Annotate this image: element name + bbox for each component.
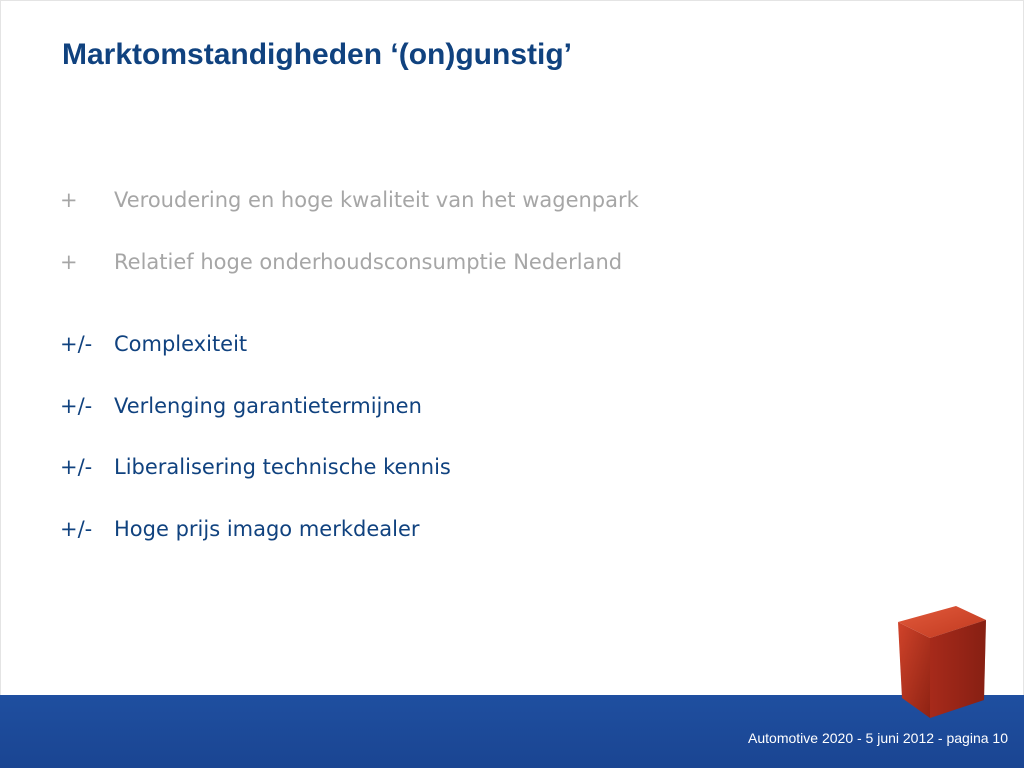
bullet-marker: +/- [60, 517, 93, 541]
bullet-marker: +/- [60, 455, 93, 479]
bullet-marker: +/- [60, 332, 93, 356]
bullet-marker: +/- [60, 394, 93, 418]
bullet-text: Hoge prijs imago merkdealer [114, 517, 420, 541]
bullet-item [60, 332, 247, 356]
footer-text: Automotive 2020 - 5 juni 2012 - pagina 10 [748, 730, 1008, 746]
bullet-item [60, 517, 420, 541]
bullet-text: Complexiteit [114, 332, 248, 356]
bullet-text: Verlenging garantietermijnen [114, 394, 422, 418]
bullet-marker: + [60, 188, 78, 212]
red-cube-icon [888, 598, 1008, 728]
bullet-item [60, 394, 422, 418]
bullet-item [60, 188, 639, 212]
footer-bar [0, 695, 1024, 768]
bullet-text: Liberalisering technische kennis [114, 455, 451, 479]
slide-title: Marktomstandigheden ‘(on)gunstig’ [62, 38, 572, 71]
bullet-text: Veroudering en hoge kwaliteit van het wagenpark [114, 188, 639, 212]
bullet-text: Relatief hoge onderhoudsconsumptie Nederland [114, 250, 623, 274]
bullet-item [60, 455, 451, 479]
bullet-item [60, 250, 622, 274]
bullet-marker: + [60, 250, 78, 274]
